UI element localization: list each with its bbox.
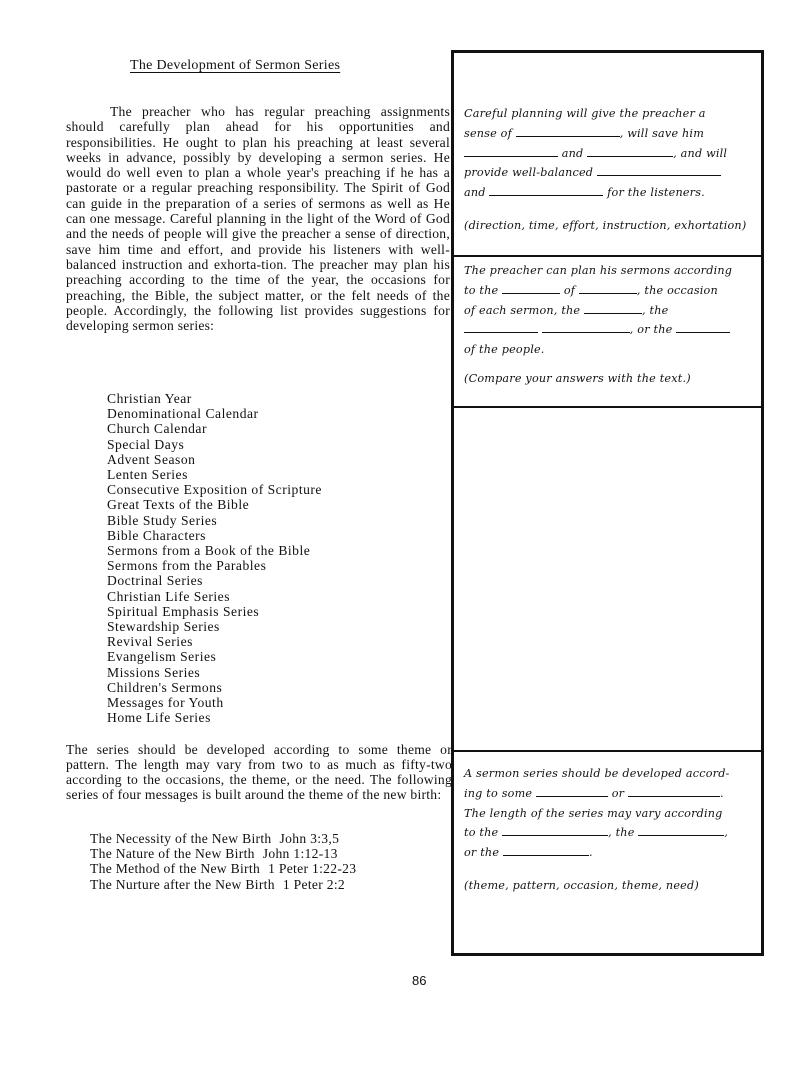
list-item: Doctrinal Series [107, 573, 203, 589]
answer-key: (theme, pattern, occasion, theme, need) [464, 878, 699, 892]
exercise-text: , the [642, 303, 669, 317]
answer-blank[interactable] [516, 124, 620, 137]
answer-blank[interactable] [628, 784, 720, 797]
exercise-line: A sermon series should be developed accord- [464, 767, 730, 780]
exercise-box-planning-basis [464, 261, 756, 386]
scripture-reference: 1 Peter 2:2 [282, 876, 346, 892]
answer-blank[interactable] [587, 144, 673, 157]
list-item: Children's Sermons [107, 679, 223, 695]
series-title: The Nurture after the New Birth [90, 876, 275, 892]
series-title: The Necessity of the New Birth [90, 831, 272, 846]
answer-blank[interactable] [638, 823, 724, 836]
series-title: The Nature of the New Birth [90, 846, 255, 862]
list-item: Bible Study Series [107, 512, 218, 528]
exercise-line [464, 843, 756, 863]
list-item: Bible Characters [107, 527, 206, 543]
exercise-text: sense of [464, 126, 512, 140]
list-item: Sermons from the Parables [107, 558, 267, 574]
answer-blank[interactable] [542, 320, 630, 333]
series-types-list [107, 391, 322, 725]
answer-blank[interactable] [503, 843, 589, 856]
list-item: Missions Series [107, 664, 201, 680]
exercise-box-planning [464, 104, 756, 233]
answer-blank[interactable] [502, 823, 608, 836]
answer-blank[interactable] [579, 281, 637, 294]
list-item: Stewardship Series [107, 619, 220, 635]
answer-blank[interactable] [502, 281, 560, 294]
list-item: Revival Series [107, 634, 193, 650]
list-item: Spiritual Emphasis Series [107, 603, 260, 619]
list-item: Great Texts of the Bible [107, 497, 250, 513]
list-item: Sermons from a Book of the Bible [107, 543, 311, 559]
intro-paragraph: The preacher who has regular preaching assignments should carefully plan ahead for his opportunities and responsibilities. He ought to plan his preaching at least several weeks in advance, possibly by developing a sermon series. He would do well even to plan a whole year's preaching if he has a pastorate or a regular preaching responsibility. The Spirit of God can guide in the preparation of a series of sermons as well as He can one message. Careful planning in the light of the Word of God and the needs of people will give the preacher a sense of direction, save him time and effort, and provide his listeners with well-balanced instruction and exhorta-tion. The preacher may plan his preaching according to the time of the year, the occasions for preaching, the Bible, the subject matter, or the felt needs of the people. Accordingly, the following list provides suggestions for developing sermon series: [66, 104, 450, 334]
list-item: Evangelism Series [107, 649, 217, 665]
list-item: Christian Year [107, 391, 192, 406]
list-item: Lenten Series [107, 467, 188, 483]
exercise-line [464, 320, 756, 340]
exercise-line: The length of the series may vary according [464, 806, 723, 820]
exercise-text: , the occasion [636, 283, 718, 297]
exercise-line [464, 163, 756, 183]
exercise-text: , will save him [619, 126, 705, 140]
series-item [90, 877, 356, 892]
exercise-line: of the people. [464, 343, 545, 357]
exercise-text: to the [464, 826, 499, 840]
exercise-text: of each sermon, the [464, 303, 581, 317]
exercise-line: The preacher can plan his sermons according [464, 264, 733, 277]
exercise-text: ing to some [464, 786, 533, 800]
series-item [90, 861, 356, 876]
list-item: Christian Life Series [107, 588, 231, 604]
answer-blank[interactable] [584, 301, 642, 314]
exercise-text: of [563, 283, 576, 297]
exercise-line: Careful planning will give the preacher a [464, 107, 706, 120]
exercise-text: . [719, 786, 724, 800]
page-title: The Development of Sermon Series [130, 58, 341, 73]
box-divider [454, 750, 761, 752]
answer-blank[interactable] [464, 144, 558, 157]
scripture-reference: John 1:12-13 [262, 846, 338, 862]
series-item [90, 831, 356, 846]
answer-blank[interactable] [597, 163, 721, 176]
exercise-line [464, 823, 756, 843]
exercise-line [464, 301, 756, 321]
exercise-text: provide well-balanced [464, 166, 594, 180]
exercise-text: or the [464, 846, 500, 860]
exercise-text: and [464, 186, 486, 200]
exercise-text: and [561, 146, 584, 160]
series-title: The Method of the New Birth [90, 861, 261, 877]
answer-key: (Compare your answers with the text.) [464, 371, 691, 385]
box-divider [454, 255, 761, 257]
exercise-line [464, 183, 756, 203]
exercise-line [464, 124, 756, 144]
exercise-text: for the listeners. [607, 186, 705, 200]
answer-blank[interactable] [676, 320, 730, 333]
exercise-box-series-development [464, 764, 756, 893]
box-divider [454, 406, 761, 408]
page-number: 86 [412, 973, 427, 988]
exercise-text: , the [608, 826, 635, 840]
exercise-text: or [611, 786, 625, 800]
list-item: Church Calendar [107, 421, 207, 437]
exercise-text: , [724, 826, 729, 840]
new-birth-series-list [90, 831, 356, 892]
answer-blank[interactable] [489, 183, 603, 196]
exercise-line [464, 784, 756, 804]
scripture-reference: John 3:3,5 [279, 831, 340, 846]
answer-blank[interactable] [536, 784, 608, 797]
exercise-text: to the [464, 283, 499, 297]
exercise-line [464, 281, 756, 301]
scripture-reference: 1 Peter 1:22-23 [268, 861, 357, 877]
list-item: Denominational Calendar [107, 406, 259, 422]
exercise-text: , or the [629, 323, 673, 337]
empty-answer-box [454, 409, 761, 749]
list-item: Special Days [107, 436, 185, 452]
list-item: Home Life Series [107, 710, 211, 726]
answer-key: (direction, time, effort, instruction, exhortation) [464, 218, 747, 232]
workbook-frame [451, 50, 764, 956]
exercise-text: . [588, 846, 593, 860]
list-item: Consecutive Exposition of Scripture [107, 482, 322, 498]
list-item: Messages for Youth [107, 695, 224, 711]
list-item: Advent Season [107, 451, 196, 467]
series-item [90, 846, 356, 861]
exercise-line [464, 144, 756, 164]
development-paragraph: The series should be developed according to some theme or pattern. The length may vary from two to as much as fifty-two according to the occasions, the theme, or the need. The following series of four messages is built around the theme of the new birth: [66, 742, 452, 803]
exercise-text: , and will [673, 146, 728, 160]
answer-blank[interactable] [464, 320, 538, 333]
